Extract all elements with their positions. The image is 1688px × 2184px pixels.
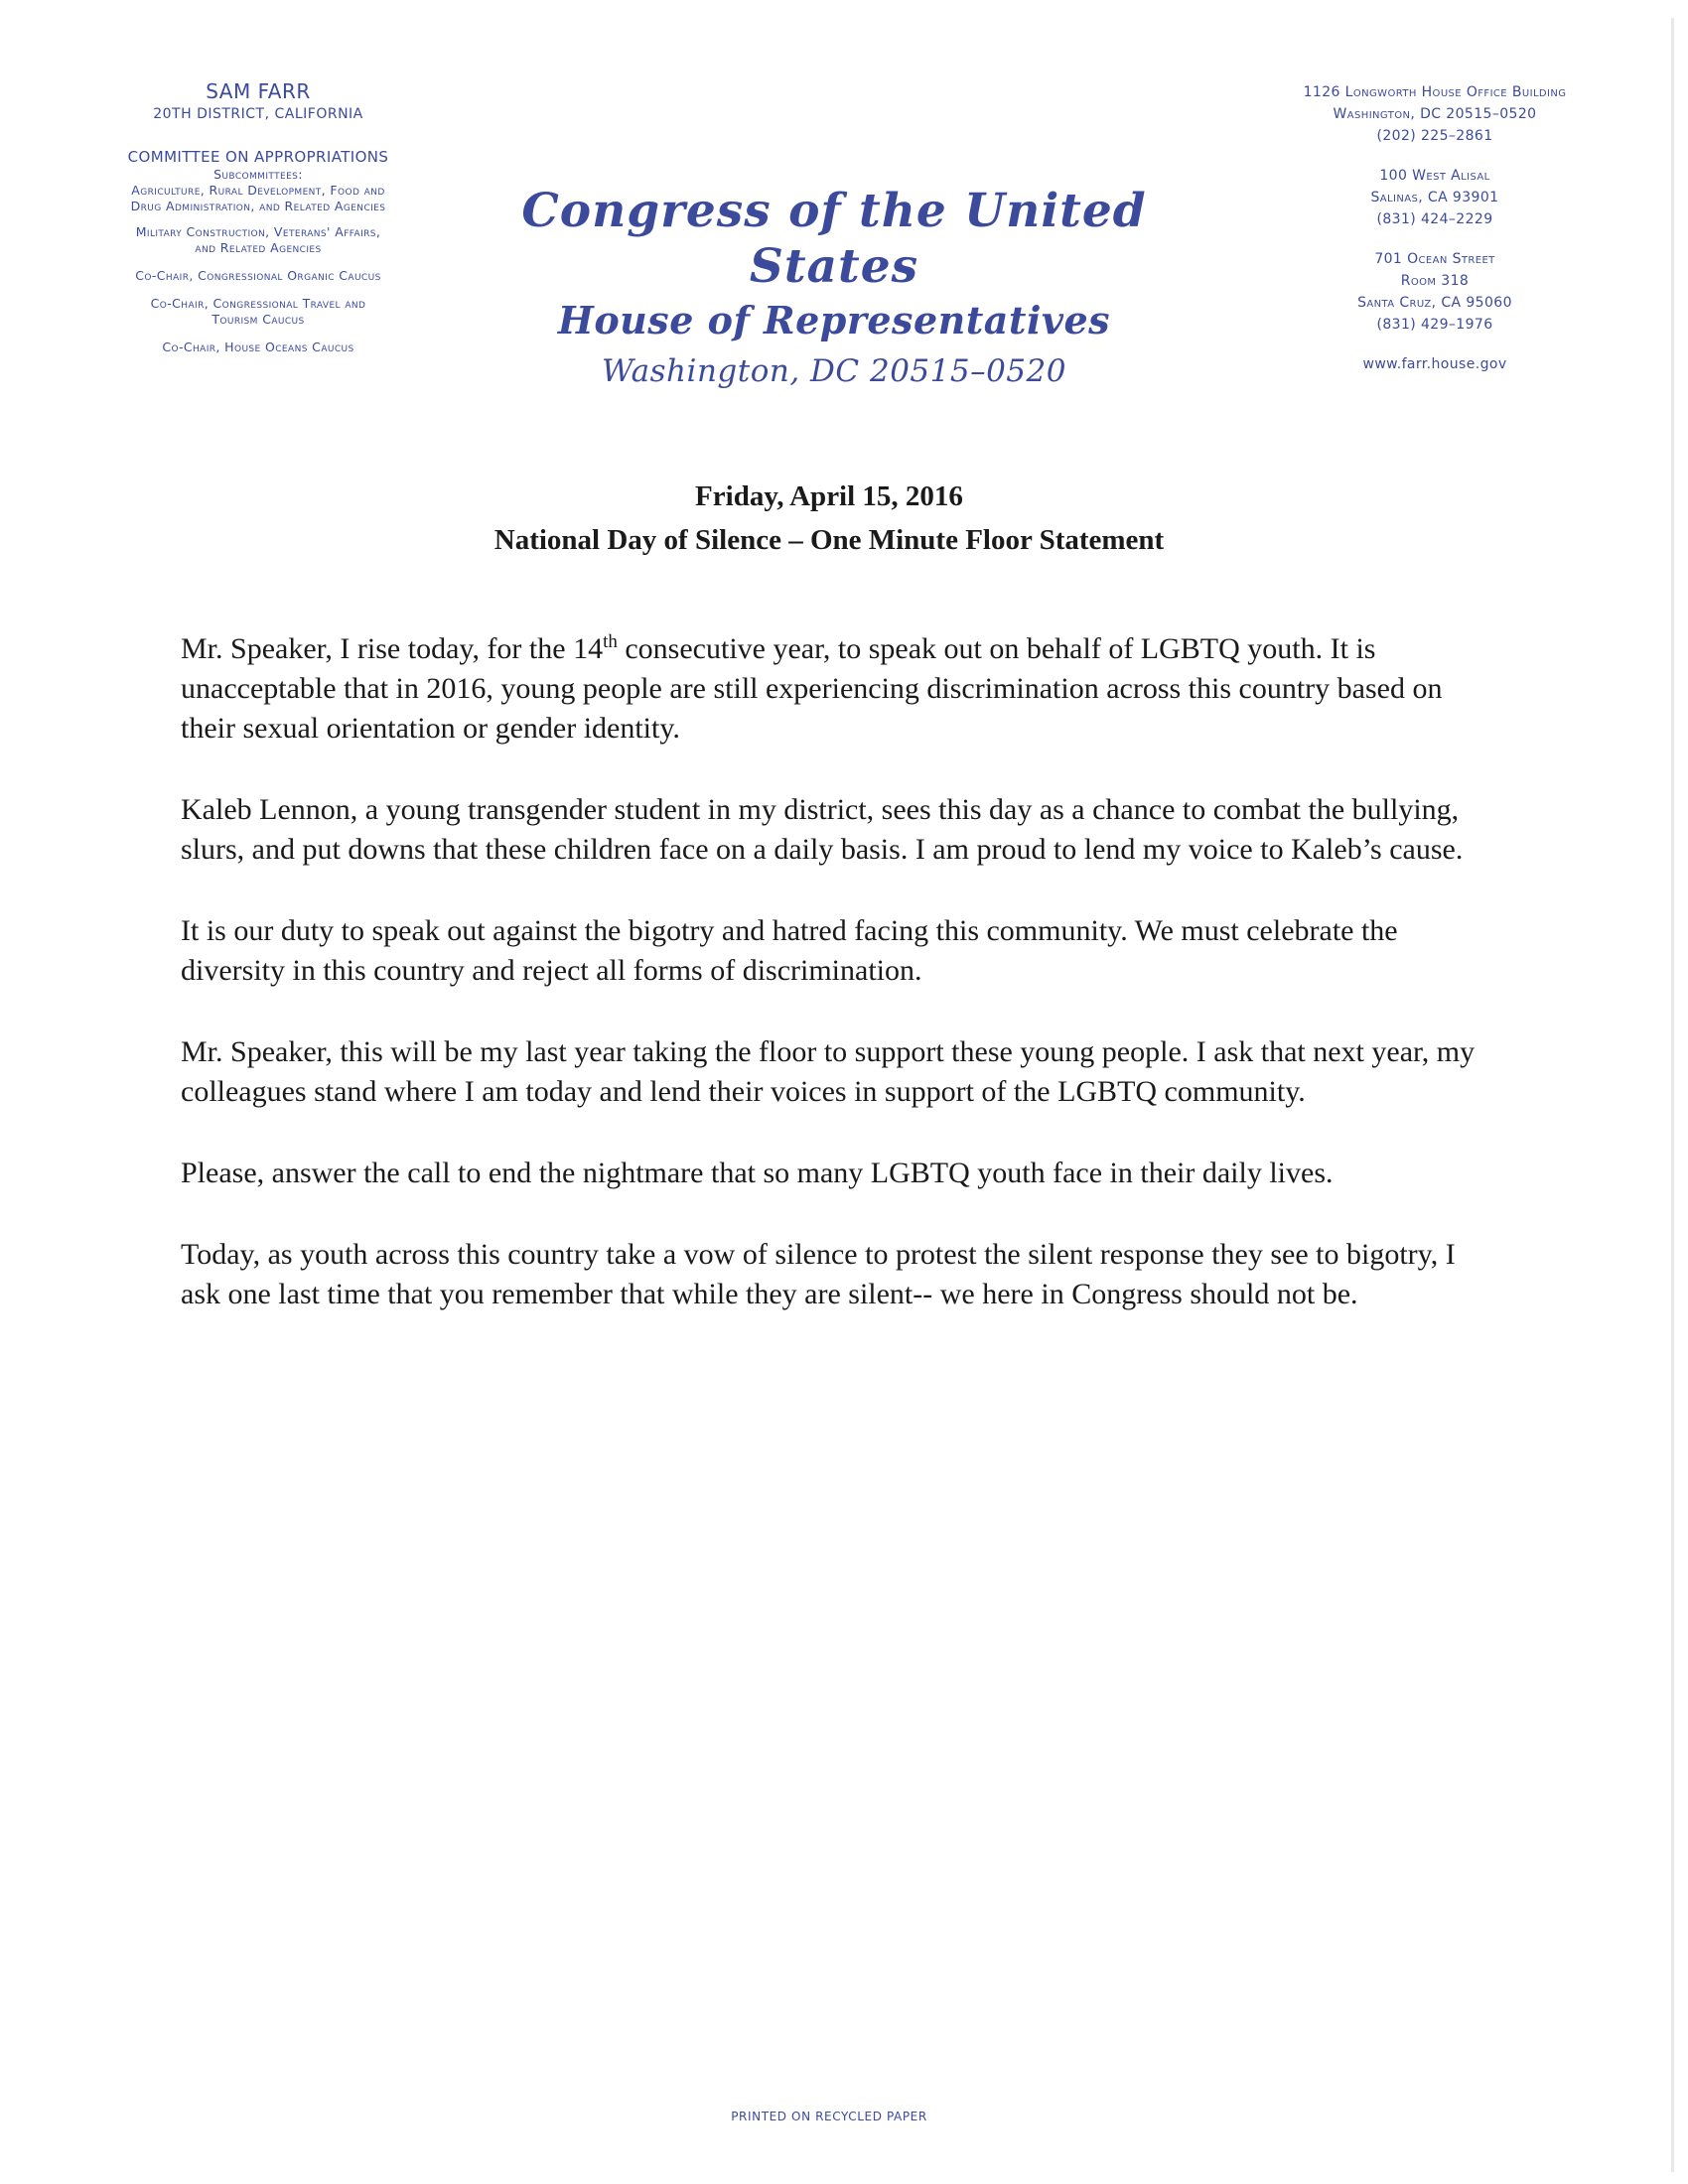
- salinas-office: [1236, 165, 1633, 230]
- subcommittee-military-line2: and Related Agencies: [195, 240, 322, 255]
- committee-name: COMMITTEE ON APPROPRIATIONS: [127, 148, 389, 166]
- salinas-office-city: Salinas, CA 93901: [1370, 190, 1499, 205]
- subcommittee-agriculture-line1: Agriculture, Rural Development, Food and: [131, 183, 385, 198]
- paragraph-4: Mr. Speaker, this will be my last year taking the floor to support these young people. I ask that next year, my colleagues stand where I am today and lend their voices in support of the LGBTQ community.: [181, 1035, 1476, 1108]
- caucus-organic: Co-Chair, Congressional Organic Caucus: [135, 268, 381, 283]
- letterhead-congress-title: Congress of the United States: [521, 184, 1147, 294]
- representative-name: SAM FARR: [206, 79, 311, 103]
- santa-cruz-office-room: Room 318: [1400, 273, 1470, 289]
- dc-office: [1236, 81, 1633, 147]
- statement-date: Friday, April 15, 2016: [695, 480, 963, 512]
- ordinal-suffix: th: [603, 631, 618, 652]
- paragraph-6: Today, as youth across this country take a vow of silence to protest the silent response they see to bigotry, I ask one last time that you remember that while they are silent-- we here in Congress should not be.: [181, 1238, 1456, 1310]
- santa-cruz-office-city: Santa Cruz, CA 95060: [1357, 295, 1512, 311]
- dc-office-building: 1126 Longworth House Office Building: [1303, 84, 1567, 100]
- paragraph-3: It is our duty to speak out against the bigotry and hatred facing this community. We must celebrate the diversity in this country and reject all forms of discrimination.: [181, 914, 1398, 987]
- website-link[interactable]: www.farr.house.gov: [1362, 356, 1507, 372]
- subcommittees-label: Subcommittees:: [213, 167, 303, 182]
- dc-office-city: Washington, DC 20515–0520: [1333, 106, 1537, 122]
- caucus-oceans: Co-Chair, House Oceans Caucus: [162, 340, 354, 354]
- letterhead-house-title: House of Representatives: [557, 298, 1111, 342]
- dc-office-phone: (202) 225–2861: [1376, 128, 1493, 144]
- letterhead-city: Washington, DC 20515–0520: [602, 353, 1066, 389]
- caucus-travel-line1: Co-Chair, Congressional Travel and: [150, 296, 366, 311]
- paragraph-1: [181, 629, 1501, 749]
- subcommittee-agriculture-line2: Drug Administration, and Related Agencies: [130, 199, 386, 213]
- letterhead-right-column: [1236, 81, 1633, 375]
- subcommittee-military-line1: Military Construction, Veterans' Affairs,: [135, 224, 381, 239]
- letterhead-left-column: [60, 79, 457, 355]
- paragraph-5: Please, answer the call to end the nightmare that so many LGBTQ youth face in their daily lives.: [181, 1157, 1334, 1189]
- caucus-travel-line2: Tourism Caucus: [211, 312, 305, 327]
- paragraph-1-start: Mr. Speaker, I rise today, for the 14: [181, 632, 604, 665]
- santa-cruz-office-street: 701 Ocean Street: [1374, 251, 1495, 267]
- paragraph-2: Kaleb Lennon, a young transgender student in my district, sees this day as a chance to combat the bullying, slurs, and put downs that these children face on a daily basis. I am proud to lend my voice to Kaleb’s cause.: [181, 793, 1464, 866]
- statement-body: [181, 629, 1501, 1356]
- letterhead-center: [467, 184, 1201, 396]
- santa-cruz-office-phone: (831) 429–1976: [1376, 317, 1493, 333]
- salinas-office-street: 100 West Alisal: [1379, 168, 1490, 184]
- salinas-office-phone: (831) 424–2229: [1376, 211, 1493, 227]
- page-edge-divider: [1671, 18, 1674, 2172]
- statement-title: National Day of Silence – One Minute Floor Statement: [493, 524, 1165, 556]
- santa-cruz-office: [1236, 248, 1633, 336]
- statement-heading: [0, 475, 1658, 562]
- representative-district: 20TH DISTRICT, CALIFORNIA: [153, 106, 363, 122]
- recycled-paper-note: PRINTED ON RECYCLED PAPER: [731, 2110, 927, 2123]
- paragraph-1-rest: consecutive year, to speak out on behalf of LGBTQ youth. It is unacceptable that in 2016, young people are still experiencing discrimination across this country based on their sexual orientation or gender identity.: [181, 632, 1443, 745]
